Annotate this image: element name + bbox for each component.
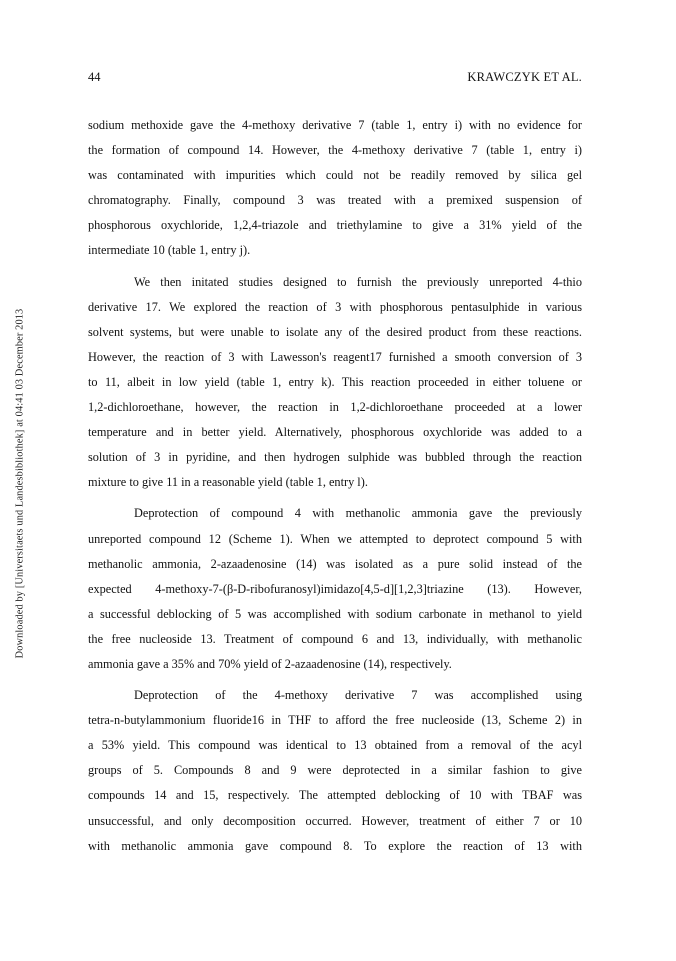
- text-line: expected 4-methoxy-7-(β-D-ribofuranosyl)imidazo[4,5-d][1,2,3]triazine (13). However,: [88, 581, 582, 596]
- text-line: to 11, albeit in low yield (table 1, entry k). This reaction proceeded in either toluene or: [88, 374, 582, 389]
- text-line: solution of 3 in pyridine, and then hydrogen sulphide was bubbled through the reaction: [88, 450, 582, 465]
- text-line: Deprotection of the 4-methoxy derivative 7 was accomplished using: [134, 688, 582, 703]
- text-line: groups of 5. Compounds 8 and 9 were deprotected in a similar fashion to give: [88, 763, 582, 778]
- paragraph: [88, 270, 582, 496]
- text-line: 1,2-dichloroethane, however, the reaction in 1,2-dichloroethane proceeded at a lower: [88, 400, 582, 415]
- text-line: a 53% yield. This compound was identical to 13 obtained from a removal of the acyl: [88, 738, 582, 753]
- text-line: the formation of compound 14. However, the 4-methoxy derivative 7 (table 1, entry i): [88, 143, 582, 158]
- text-line: methanolic ammonia, 2-azaadenosine (14) was isolated as a pure solid instead of the: [88, 556, 582, 571]
- text-line: unsuccessful, and only decomposition occurred. However, treatment of either 7 or 10: [88, 813, 582, 828]
- text-line: However, the reaction of 3 with Lawesson's reagent17 furnished a smooth conversion of 3: [88, 349, 582, 364]
- text-line: sodium methoxide gave the 4-methoxy derivative 7 (table 1, entry i) with no evidence for: [88, 118, 582, 132]
- text-line: ammonia gave a 35% and 70% yield of 2-azaadenosine (14), respectively.: [88, 656, 452, 671]
- running-head: KRAWCZYK ET AL.: [467, 70, 582, 84]
- paragraph: [88, 501, 582, 677]
- text-line: the free nucleoside 13. Treatment of compound 6 and 13, individually, with methanolic: [88, 631, 582, 646]
- text-line: intermediate 10 (table 1, entry j).: [88, 243, 251, 258]
- text-line: phosphorous oxychloride, 1,2,4-triazole and triethylamine to give a 31% yield of the: [88, 218, 582, 233]
- text-line: Deprotection of compound 4 with methanolic ammonia gave the previously: [134, 506, 582, 521]
- text-line: tetra-n-butylammonium fluoride16 in THF to afford the free nucleoside (13, Scheme 2) in: [88, 713, 582, 728]
- text-line: was contaminated with impurities which could not be readily removed by silica gel: [88, 168, 582, 183]
- text-line: temperature and in better yield. Alternatively, phosphorous oxychloride was added to a: [88, 425, 582, 440]
- text-line: a successful deblocking of 5 was accomplished with sodium carbonate in methanol to yield: [88, 606, 582, 621]
- paragraph: [88, 113, 582, 264]
- paragraph: [88, 683, 582, 859]
- text-line: We then initated studies designed to furnish the previously unreported 4-thio: [134, 274, 582, 289]
- download-watermark: [13, 268, 27, 698]
- text-line: solvent systems, but were unable to isolate any of the desired product from these reactions.: [88, 324, 582, 339]
- text-line: with methanolic ammonia gave compound 8. To explore the reaction of 13 with: [88, 838, 582, 853]
- download-note-text: Downloaded by [Universitaets und Landesbibliothek] at 04:41 03 December 2013: [14, 308, 26, 658]
- body-text: [88, 113, 582, 859]
- text-line: unreported compound 12 (Scheme 1). When we attempted to deprotect compound 5 with: [88, 531, 582, 546]
- text-line: mixture to give 11 in a reasonable yield (table 1, entry l).: [88, 475, 368, 490]
- page-number: 44: [88, 70, 101, 84]
- text-line: compounds 14 and 15, respectively. The attempted deblocking of 10 with TBAF was: [88, 788, 582, 803]
- text-line: chromatography. Finally, compound 3 was treated with a premixed suspension of: [88, 193, 582, 208]
- text-line: derivative 17. We explored the reaction of 3 with phosphorous pentasulphide in various: [88, 299, 582, 314]
